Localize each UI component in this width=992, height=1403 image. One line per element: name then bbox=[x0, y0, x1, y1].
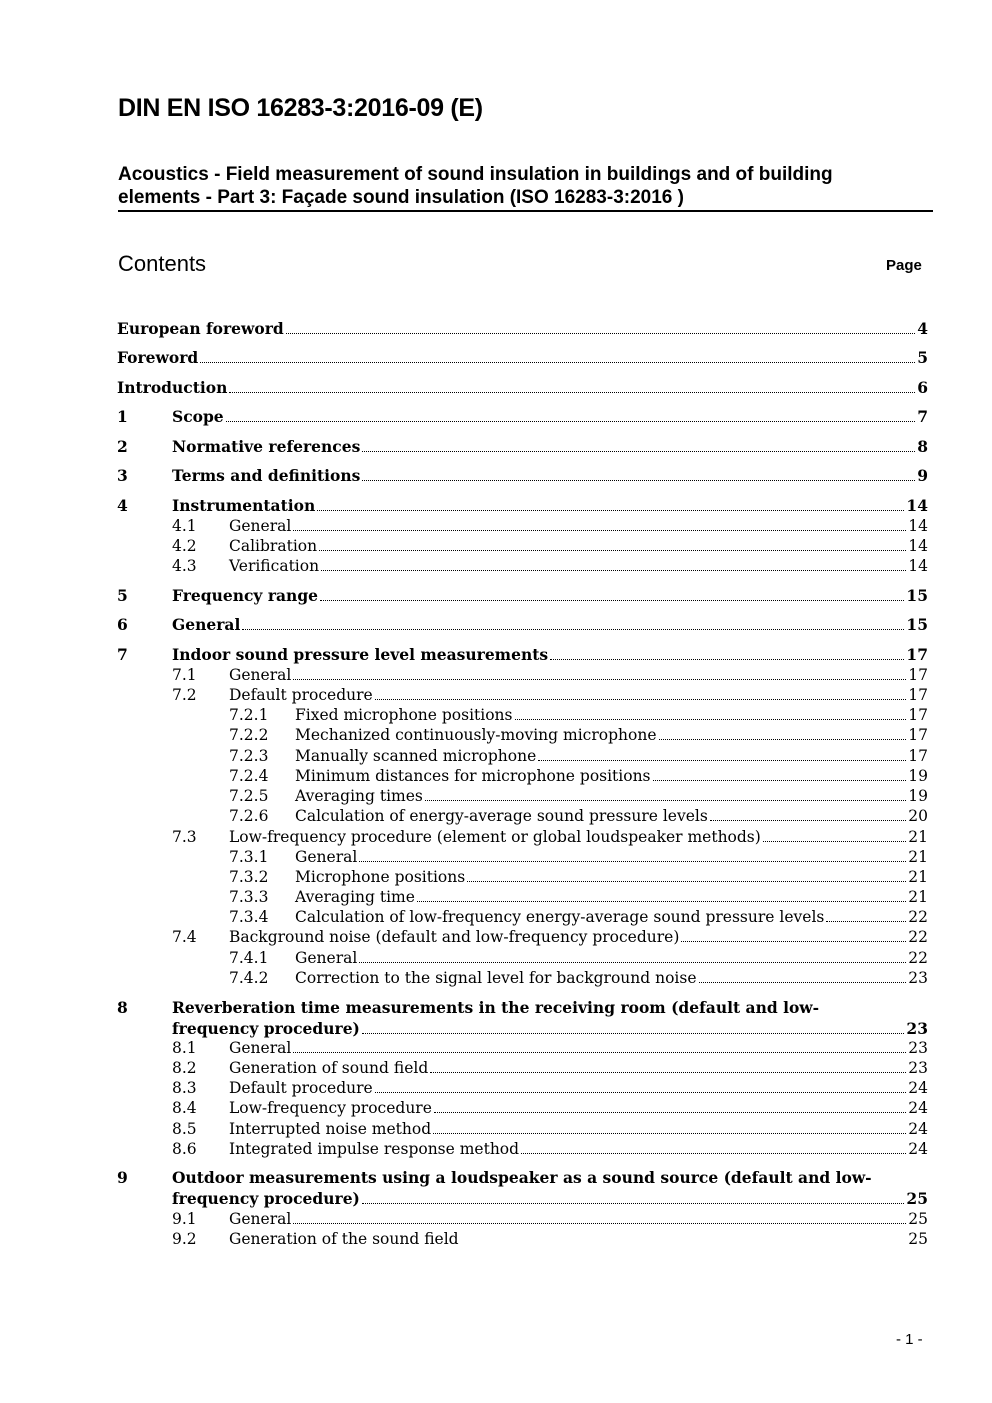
toc-entry-page: 8 bbox=[917, 437, 928, 456]
toc-entry-page: 23 bbox=[908, 969, 928, 987]
toc-entry-title: General bbox=[229, 1210, 292, 1228]
toc-entry-title: Averaging times bbox=[295, 787, 423, 805]
toc-entry-number: 7.3 bbox=[172, 828, 197, 846]
toc-dot-leader bbox=[293, 529, 906, 531]
toc-entry-number: 8.2 bbox=[172, 1059, 197, 1077]
toc-entry-number: 8.1 bbox=[172, 1039, 197, 1057]
toc-entry-title: Introduction bbox=[117, 378, 228, 397]
toc-entry-title-line[interactable]: Outdoor measurements using a loudspeaker as a sound source (default and low- bbox=[172, 1168, 872, 1187]
toc-entry-number: 8.6 bbox=[172, 1140, 197, 1158]
toc-entry-title: Calculation of energy-average sound pressure levels bbox=[295, 807, 708, 825]
toc-entry-number: 8 bbox=[117, 998, 128, 1017]
toc-dot-leader bbox=[434, 1111, 906, 1113]
toc-entry-page: 25 bbox=[908, 1230, 928, 1248]
toc-entry-title: General bbox=[229, 517, 292, 535]
toc-entry-page: 17 bbox=[908, 706, 928, 724]
toc-entry-page: 24 bbox=[908, 1079, 928, 1097]
toc-dot-leader bbox=[681, 940, 906, 942]
toc-dot-leader bbox=[538, 759, 906, 761]
toc-entry[interactable] bbox=[172, 496, 928, 516]
toc-entry[interactable] bbox=[229, 685, 928, 705]
toc-dot-leader bbox=[659, 738, 907, 740]
toc-entry-page: 17 bbox=[906, 645, 928, 664]
toc-entry[interactable] bbox=[295, 766, 928, 786]
toc-entry-title: Instrumentation bbox=[172, 496, 316, 515]
toc-entry-page: 19 bbox=[908, 787, 928, 805]
toc-entry-number: 4.2 bbox=[172, 537, 197, 555]
toc-entry-title: Microphone positions bbox=[295, 868, 466, 886]
toc-entry[interactable] bbox=[295, 907, 928, 927]
toc-entry[interactable] bbox=[229, 516, 928, 536]
toc-entry-page: 15 bbox=[906, 615, 928, 634]
toc-entry-number: 7.2.3 bbox=[229, 747, 269, 765]
toc-entry-number: 7.1 bbox=[172, 666, 197, 684]
contents-heading: Contents bbox=[118, 251, 207, 276]
toc-entry[interactable] bbox=[229, 927, 928, 947]
toc-entry-title: Integrated impulse response method bbox=[229, 1140, 520, 1158]
toc-entry-page: 23 bbox=[906, 1019, 928, 1038]
toc-entry-number: 7.4 bbox=[172, 928, 197, 946]
toc-entry[interactable] bbox=[295, 968, 928, 988]
toc-entry-page: 5 bbox=[917, 348, 928, 367]
toc-entry-page: 17 bbox=[908, 686, 928, 704]
toc-entry[interactable] bbox=[295, 705, 928, 725]
toc-entry-title: Low-frequency procedure (element or global loudspeaker methods) bbox=[229, 828, 761, 846]
toc-dot-leader bbox=[293, 678, 906, 680]
toc-dot-leader bbox=[293, 1222, 906, 1224]
toc-entry-number: 3 bbox=[117, 466, 128, 485]
toc-dot-leader bbox=[359, 961, 906, 963]
toc-entry-title: Terms and definitions bbox=[172, 466, 361, 485]
toc-entry-number: 7.3.1 bbox=[229, 848, 269, 866]
toc-entry[interactable] bbox=[295, 847, 928, 867]
toc-dot-leader bbox=[362, 1202, 905, 1204]
toc-dot-leader bbox=[293, 1051, 906, 1053]
toc-entry[interactable] bbox=[295, 746, 928, 766]
toc-entry-number: 7.2.2 bbox=[229, 726, 269, 744]
toc-dot-leader bbox=[433, 1132, 906, 1134]
toc-entry-number: 7.2 bbox=[172, 686, 197, 704]
toc-entry-title: Default procedure bbox=[229, 686, 373, 704]
toc-dot-leader bbox=[710, 819, 906, 821]
toc-entry-page: 14 bbox=[908, 517, 928, 535]
toc-entry[interactable] bbox=[172, 586, 928, 606]
toc-entry[interactable] bbox=[229, 1229, 928, 1249]
toc-dot-leader bbox=[286, 332, 915, 334]
toc-dot-leader bbox=[521, 1152, 906, 1154]
toc-entry-title: frequency procedure) bbox=[172, 1019, 360, 1038]
toc-entry-title: General bbox=[172, 615, 241, 634]
toc-entry-number: 9.2 bbox=[172, 1230, 197, 1248]
toc-entry[interactable] bbox=[229, 536, 928, 556]
toc-entry[interactable] bbox=[295, 867, 928, 887]
toc-dot-leader bbox=[550, 658, 904, 660]
toc-entry-title: General bbox=[295, 848, 358, 866]
toc-dot-leader bbox=[362, 1032, 905, 1034]
toc-entry-title: Normative references bbox=[172, 437, 361, 456]
toc-dot-leader bbox=[200, 361, 915, 363]
toc-entry[interactable] bbox=[229, 1119, 928, 1139]
toc-entry-number: 7.4.2 bbox=[229, 969, 269, 987]
toc-entry-number: 8.5 bbox=[172, 1120, 197, 1138]
toc-entry[interactable] bbox=[172, 407, 928, 427]
document-title: DIN EN ISO 16283-3:2016-09 (E) bbox=[118, 94, 483, 122]
toc-entry-page: 17 bbox=[908, 747, 928, 765]
toc-dot-leader bbox=[699, 981, 907, 983]
toc-entry-title: Generation of the sound field bbox=[229, 1230, 459, 1248]
toc-entry-page: 24 bbox=[908, 1120, 928, 1138]
toc-dot-leader bbox=[430, 1071, 906, 1073]
toc-entry-title: Fixed microphone positions bbox=[295, 706, 513, 724]
toc-entry-page: 22 bbox=[908, 949, 928, 967]
toc-dot-leader bbox=[242, 628, 904, 630]
toc-dot-leader bbox=[317, 509, 904, 511]
toc-dot-leader bbox=[375, 1091, 907, 1093]
toc-entry[interactable] bbox=[295, 725, 928, 745]
toc-entry-title: Scope bbox=[172, 407, 224, 426]
toc-entry-title: Minimum distances for microphone positions bbox=[295, 767, 651, 785]
toc-entry-number: 4.3 bbox=[172, 557, 197, 575]
toc-entry-page: 21 bbox=[908, 888, 928, 906]
toc-entry[interactable] bbox=[229, 1058, 928, 1078]
toc-entry[interactable] bbox=[295, 806, 928, 826]
toc-entry-page: 21 bbox=[908, 848, 928, 866]
toc-entry-page: 14 bbox=[906, 496, 928, 515]
toc-entry-number: 7.3.3 bbox=[229, 888, 269, 906]
toc-entry-number: 4.1 bbox=[172, 517, 197, 535]
toc-entry-page: 14 bbox=[908, 557, 928, 575]
toc-entry-page: 25 bbox=[908, 1210, 928, 1228]
toc-dot-leader bbox=[229, 391, 915, 393]
toc-entry[interactable] bbox=[229, 665, 928, 685]
toc-entry-title: Indoor sound pressure level measurements bbox=[172, 645, 549, 664]
toc-entry-title: Frequency range bbox=[172, 586, 319, 605]
toc-entry-page: 17 bbox=[908, 726, 928, 744]
toc-entry-page: 25 bbox=[906, 1189, 928, 1208]
toc-entry-page: 24 bbox=[908, 1140, 928, 1158]
toc-entry-number: 1 bbox=[117, 407, 128, 426]
toc-entry[interactable] bbox=[229, 556, 928, 576]
toc-entry-number: 4 bbox=[117, 496, 128, 515]
toc-entry-title: Manually scanned microphone bbox=[295, 747, 537, 765]
toc-entry-number: 9.1 bbox=[172, 1210, 197, 1228]
toc-dot-leader bbox=[653, 779, 907, 781]
toc-entry-page: 19 bbox=[908, 767, 928, 785]
toc-entry-number: 8.3 bbox=[172, 1079, 197, 1097]
toc-entry[interactable] bbox=[117, 319, 928, 339]
toc-dot-leader bbox=[763, 840, 906, 842]
toc-entry-title: frequency procedure) bbox=[172, 1189, 360, 1208]
subtitle-line-1: Acoustics - Field measurement of sound insulation in buildings and of building bbox=[118, 164, 833, 185]
toc-entry[interactable] bbox=[229, 1209, 928, 1229]
toc-dot-leader bbox=[362, 450, 915, 452]
toc-entry-page: 23 bbox=[908, 1039, 928, 1057]
toc-entry-title: Generation of sound field bbox=[229, 1059, 429, 1077]
toc-entry[interactable] bbox=[117, 348, 928, 368]
toc-entry-page: 14 bbox=[908, 537, 928, 555]
toc-entry-number: 8.4 bbox=[172, 1099, 197, 1117]
toc-entry-page: 20 bbox=[908, 807, 928, 825]
page-column-heading: Page bbox=[886, 257, 922, 274]
toc-entry[interactable] bbox=[172, 615, 928, 635]
toc-entry-title-line[interactable]: Reverberation time measurements in the receiving room (default and low- bbox=[172, 998, 820, 1017]
toc-entry-number: 7.2.6 bbox=[229, 807, 269, 825]
toc-dot-leader bbox=[425, 799, 906, 801]
toc-entry-title: General bbox=[229, 1039, 292, 1057]
toc-entry-title: Verification bbox=[229, 557, 320, 575]
toc-entry-title: Correction to the signal level for background noise bbox=[295, 969, 697, 987]
toc-entry-number: 7.2.4 bbox=[229, 767, 269, 785]
toc-dot-leader bbox=[375, 698, 907, 700]
toc-entry-number: 6 bbox=[117, 615, 128, 634]
toc-entry-page: 24 bbox=[908, 1099, 928, 1117]
toc-entry-title: Interrupted noise method bbox=[229, 1120, 432, 1138]
toc-entry-number: 7 bbox=[117, 645, 128, 664]
toc-entry-number: 7.4.1 bbox=[229, 949, 269, 967]
toc-dot-leader bbox=[359, 860, 906, 862]
toc-entry-title: General bbox=[229, 666, 292, 684]
toc-entry-page: 22 bbox=[908, 908, 928, 926]
toc-entry[interactable] bbox=[229, 1038, 928, 1058]
toc-entry[interactable] bbox=[172, 1019, 928, 1039]
toc-entry[interactable] bbox=[229, 1139, 928, 1159]
toc-entry[interactable] bbox=[229, 1078, 928, 1098]
toc-entry-number: 2 bbox=[117, 437, 128, 456]
toc-entry-page: 21 bbox=[908, 868, 928, 886]
toc-entry-page: 21 bbox=[908, 828, 928, 846]
toc-entry-title: Averaging time bbox=[295, 888, 415, 906]
page-number-footer: - 1 - bbox=[896, 1331, 923, 1348]
toc-entry-number: 7.3.2 bbox=[229, 868, 269, 886]
toc-entry-number: 9 bbox=[117, 1168, 128, 1187]
toc-entry-page: 6 bbox=[917, 378, 928, 397]
toc-dot-leader bbox=[226, 420, 916, 422]
toc-entry[interactable] bbox=[172, 645, 928, 665]
toc-entry-title: Low-frequency procedure bbox=[229, 1099, 432, 1117]
toc-entry-title: Background noise (default and low-frequency procedure) bbox=[229, 928, 680, 946]
toc-entry[interactable] bbox=[229, 827, 928, 847]
toc-entry-title: Default procedure bbox=[229, 1079, 373, 1097]
toc-dot-leader bbox=[467, 880, 906, 882]
subtitle-line-2: elements - Part 3: Façade sound insulation (ISO 16283-3:2016 ) bbox=[118, 187, 684, 208]
toc-entry[interactable] bbox=[229, 1098, 928, 1118]
toc-entry-title: General bbox=[295, 949, 358, 967]
toc-dot-leader bbox=[515, 718, 907, 720]
toc-entry-title: Mechanized continuously-moving microphone bbox=[295, 726, 657, 744]
toc-entry[interactable] bbox=[117, 378, 928, 398]
toc-entry[interactable] bbox=[295, 887, 928, 907]
toc-entry-page: 23 bbox=[908, 1059, 928, 1077]
toc-entry-title: Calculation of low-frequency energy-average sound pressure levels bbox=[295, 908, 825, 926]
toc-dot-leader bbox=[417, 900, 906, 902]
toc-entry-page: 9 bbox=[917, 466, 928, 485]
toc-dot-leader bbox=[461, 1243, 907, 1244]
toc-dot-leader bbox=[320, 599, 904, 601]
toc-entry-number: 7.2.1 bbox=[229, 706, 269, 724]
toc-entry-page: 22 bbox=[908, 928, 928, 946]
toc-dot-leader bbox=[362, 479, 915, 481]
toc-entry-title: Calibration bbox=[229, 537, 318, 555]
toc-entry-title: Foreword bbox=[117, 348, 199, 367]
toc-entry[interactable] bbox=[172, 466, 928, 486]
toc-entry-page: 17 bbox=[908, 666, 928, 684]
toc-entry-page: 7 bbox=[917, 407, 928, 426]
toc-entry-page: 4 bbox=[917, 319, 928, 338]
toc-entry-number: 7.3.4 bbox=[229, 908, 269, 926]
toc-entry-page: 15 bbox=[906, 586, 928, 605]
toc-dot-leader bbox=[826, 920, 906, 922]
toc-entry-number: 7.2.5 bbox=[229, 787, 269, 805]
toc-entry-title: European foreword bbox=[117, 319, 284, 338]
toc-dot-leader bbox=[321, 569, 906, 571]
toc-entry[interactable] bbox=[295, 948, 928, 968]
toc-dot-leader bbox=[319, 549, 906, 551]
toc-entry[interactable] bbox=[172, 1189, 928, 1209]
toc-entry-number: 5 bbox=[117, 586, 128, 605]
toc-entry[interactable] bbox=[172, 437, 928, 457]
toc-entry[interactable] bbox=[295, 786, 928, 806]
